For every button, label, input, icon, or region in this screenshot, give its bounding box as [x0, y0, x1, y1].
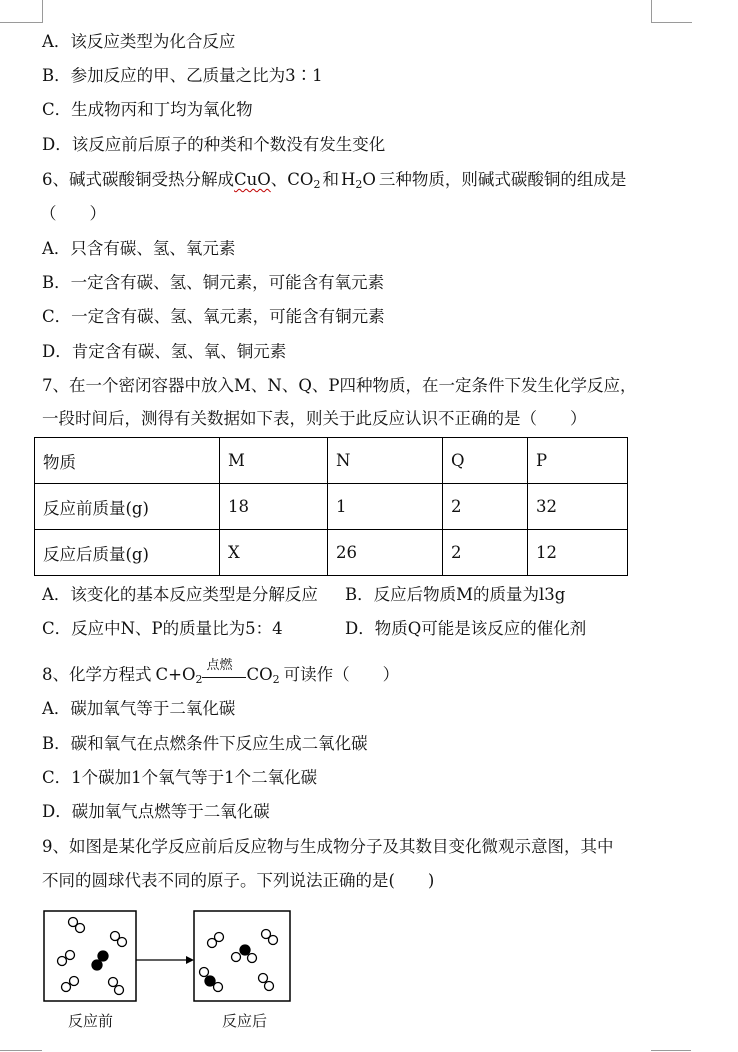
q6-option-a: A．只含有碳、氢、氧元素 [42, 239, 236, 258]
table-header-cell: Q [443, 438, 528, 484]
q7-option-a: A．该变化的基本反应类型是分解反应 [42, 585, 318, 604]
q8-eq-left-main: C+O [155, 665, 196, 684]
o2-molecule [111, 932, 127, 947]
after-reaction-box [194, 911, 290, 1001]
q9-stem-line1: 9、如图是某化学反应前后反应物与生成物分子及其数目变化微观示意图，其中 [42, 837, 614, 856]
table-cell: 2 [443, 530, 528, 576]
o2-molecule [62, 977, 79, 992]
table-cell: 反应后质量(g) [35, 530, 220, 576]
o2-molecule [208, 933, 224, 948]
q7-option-d: D．物质Q可能是该反应的催化剂 [345, 619, 587, 638]
q6-h2o-o: O [362, 170, 376, 189]
q6-stem-part2: 三种物质，则碱式碳酸铜的组成是 [378, 170, 627, 189]
q8-eq-left-sub: 2 [195, 673, 203, 686]
q8-option-b: B．碳和氧气在点燃条件下反应生成二氧化碳 [42, 734, 368, 753]
table-header-cell: M [220, 438, 328, 484]
black-molecule [92, 951, 108, 970]
q8-option-c: C．1个碳加1个氧气等于1个二氧化碳 [42, 768, 318, 787]
reaction-arrowhead [186, 956, 194, 964]
table-cell: 2 [443, 484, 528, 530]
q6-and: 和 [322, 170, 339, 189]
o2-molecule [69, 918, 85, 933]
table-header-cell: P [528, 438, 628, 484]
q7-stem-line2: 一段时间后，测得有关数据如下表，则关于此反应认识不正确的是（ ） [42, 409, 587, 428]
q8-option-d: D．碳加氧气点燃等于二氧化碳 [42, 802, 270, 821]
q5-option-b: B．参加反应的甲、乙质量之比为3∶1 [42, 66, 323, 85]
label-before-reaction: 反应前 [68, 1012, 114, 1030]
q6-co2-main: CO [287, 170, 314, 189]
table-cell: 32 [528, 484, 628, 530]
label-after-reaction: 反应后 [222, 1012, 268, 1030]
q6-sep: 、 [270, 170, 288, 189]
q6-stem-part1: 6、碱式碳酸铜受热分解成 [42, 170, 234, 189]
q6-co2-sub: 2 [313, 178, 321, 191]
q9-stem-line2: 不同的圆球代表不同的原子。下列说法正确的是( ) [42, 871, 435, 890]
table-cell: X [220, 530, 328, 576]
o2-molecule [262, 930, 278, 945]
q6-cuo: CuO [234, 170, 271, 189]
product-molecule [232, 945, 257, 963]
q6-h2o-sub: 2 [355, 178, 363, 191]
table-header-cell: 物质 [35, 438, 220, 484]
o2-molecule [259, 974, 274, 991]
q6-option-c: C．一定含有碳、氢、氧元素，可能含有铜元素 [42, 307, 385, 326]
q7-option-b: B．反应后物质M的质量为l3g [345, 585, 566, 604]
table-header-cell: N [328, 438, 443, 484]
q7-option-c: C．反应中N、P的质量比为5：4 [42, 619, 283, 638]
q8-stem-suffix: 可读作（ ） [283, 665, 400, 684]
table-cell: 26 [328, 530, 443, 576]
product-molecule [200, 968, 223, 992]
q5-option-a: A．该反应类型为化合反应 [42, 32, 236, 51]
q7-stem-line1: 7、在一个密闭容器中放入M、N、Q、P四种物质，在一定条件下发生化学反应， [42, 376, 637, 395]
q5-option-c: C．生成物丙和丁均为氧化物 [42, 100, 253, 119]
q8-eq-right-main: CO [246, 665, 273, 684]
q5-option-d: D．该反应前后原子的种类和个数没有发生变化 [42, 135, 386, 154]
q6-h2o-h: H [340, 170, 356, 189]
o2-molecule [109, 978, 124, 995]
q8-stem-prefix: 8、化学方程式 [42, 665, 152, 684]
table-cell: 18 [220, 484, 328, 530]
q6-paren: （ ） [40, 204, 106, 223]
q6-option-b: B．一定含有碳、氢、铜元素，可能含有氧元素 [42, 273, 385, 292]
q8-eq-right-sub: 2 [272, 673, 280, 686]
table-cell: 1 [328, 484, 443, 530]
table-cell: 12 [528, 530, 628, 576]
q8-condition: 点燃 [206, 658, 233, 673]
table-cell: 反应前质量(g) [35, 484, 220, 530]
o2-molecule [58, 951, 75, 966]
q8-option-a: A．碳加氧气等于二氧化碳 [42, 699, 236, 718]
q6-option-d: D．肯定含有碳、氢、氧、铜元素 [42, 342, 287, 361]
